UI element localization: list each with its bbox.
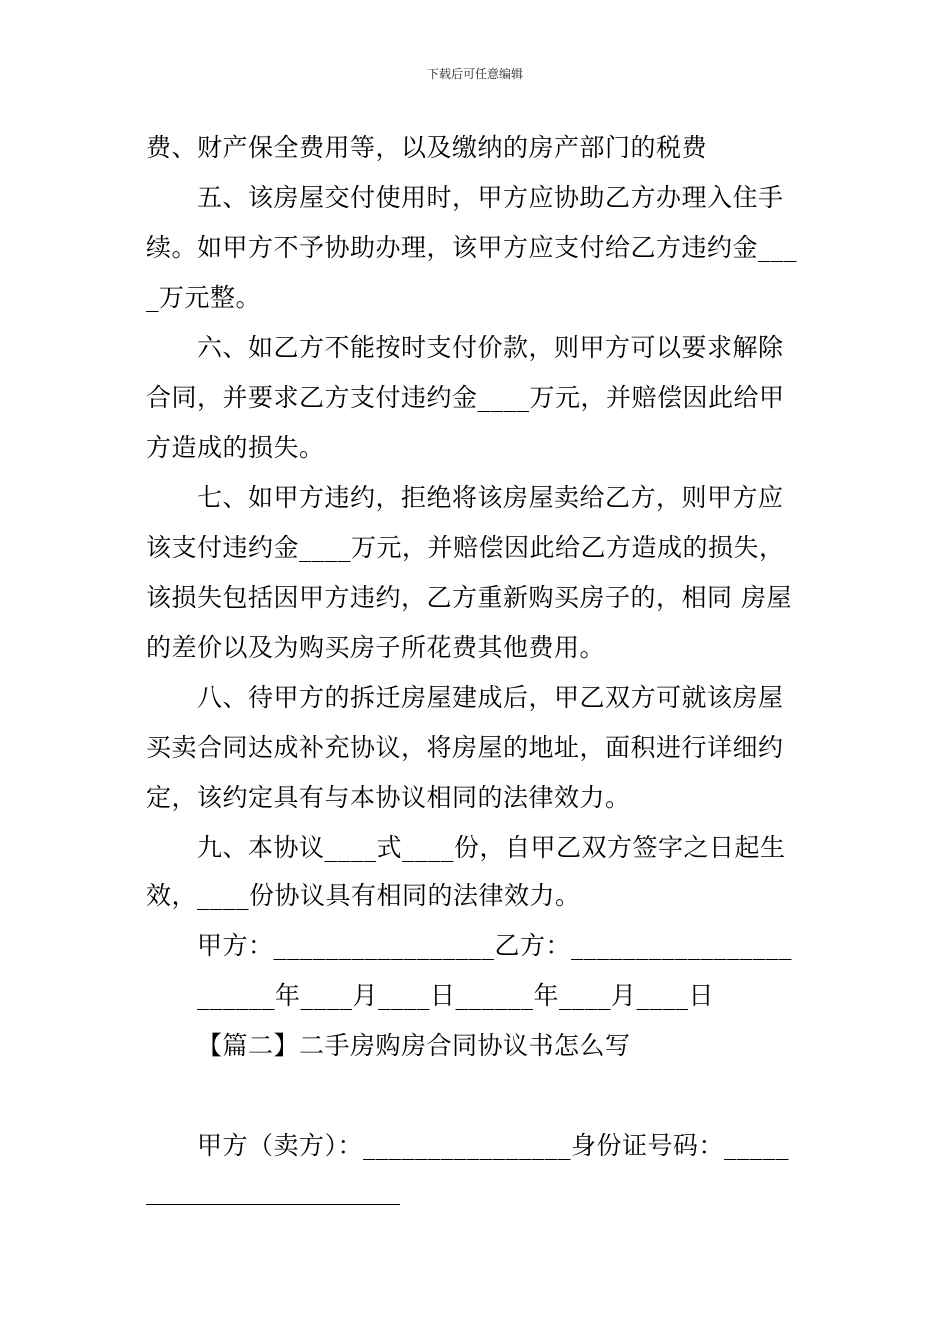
text-line: 方造成的损失。 <box>146 433 325 462</box>
blank-underline <box>146 1204 400 1205</box>
signature-date-line: ______年____月____日______年____月____日 <box>197 981 715 1010</box>
seller-info-line: 甲方（卖方）：________________身份证号码：_____ <box>197 1131 790 1160</box>
clause-6-line: 六、如乙方不能按时支付价款，则甲方可以要求解除 <box>197 333 784 362</box>
text-line: 买卖合同达成补充协议，将房屋的地址，面积进行详细约 <box>146 733 784 762</box>
clause-8-line: 八、待甲方的拆迁房屋建成后，甲乙双方可就该房屋 <box>197 683 784 712</box>
text-line: 效，____份协议具有相同的法律效力。 <box>146 881 581 910</box>
text-line: _万元整。 <box>146 283 262 312</box>
clause-7-line: 七、如甲方违约，拒绝将该房屋卖给乙方，则甲方应 <box>197 483 784 512</box>
clause-5-line: 五、该房屋交付使用时，甲方应协助乙方办理入住手 <box>197 183 784 212</box>
clause-9-line: 九、本协议____式____份，自甲乙双方签字之日起生 <box>197 833 786 862</box>
text-line: 续。如甲方不予协助办理，该甲方应支付给乙方违约金___ <box>146 233 798 262</box>
signature-parties-line: 甲方：_________________乙方：_________________ <box>197 931 793 960</box>
text-line: 该支付违约金____万元，并赔偿因此给乙方造成的损失， <box>146 533 785 562</box>
text-line: 费、财产保全费用等，以及缴纳的房产部门的税费 <box>146 133 708 162</box>
text-line: 定，该约定具有与本协议相同的法律效力。 <box>146 783 631 812</box>
text-line: 合同，并要求乙方支付违约金____万元，并赔偿因此给甲 <box>146 383 785 412</box>
text-line: 该损失包括因甲方违约，乙方重新购买房子的，相同 房屋 <box>146 583 792 612</box>
section-heading: 【篇二】二手房购房合同协议书怎么写 <box>197 1031 631 1060</box>
download-note: 下载后可任意编辑 <box>426 67 523 81</box>
text-line: 的差价以及为购买房子所花费其他费用。 <box>146 633 606 662</box>
